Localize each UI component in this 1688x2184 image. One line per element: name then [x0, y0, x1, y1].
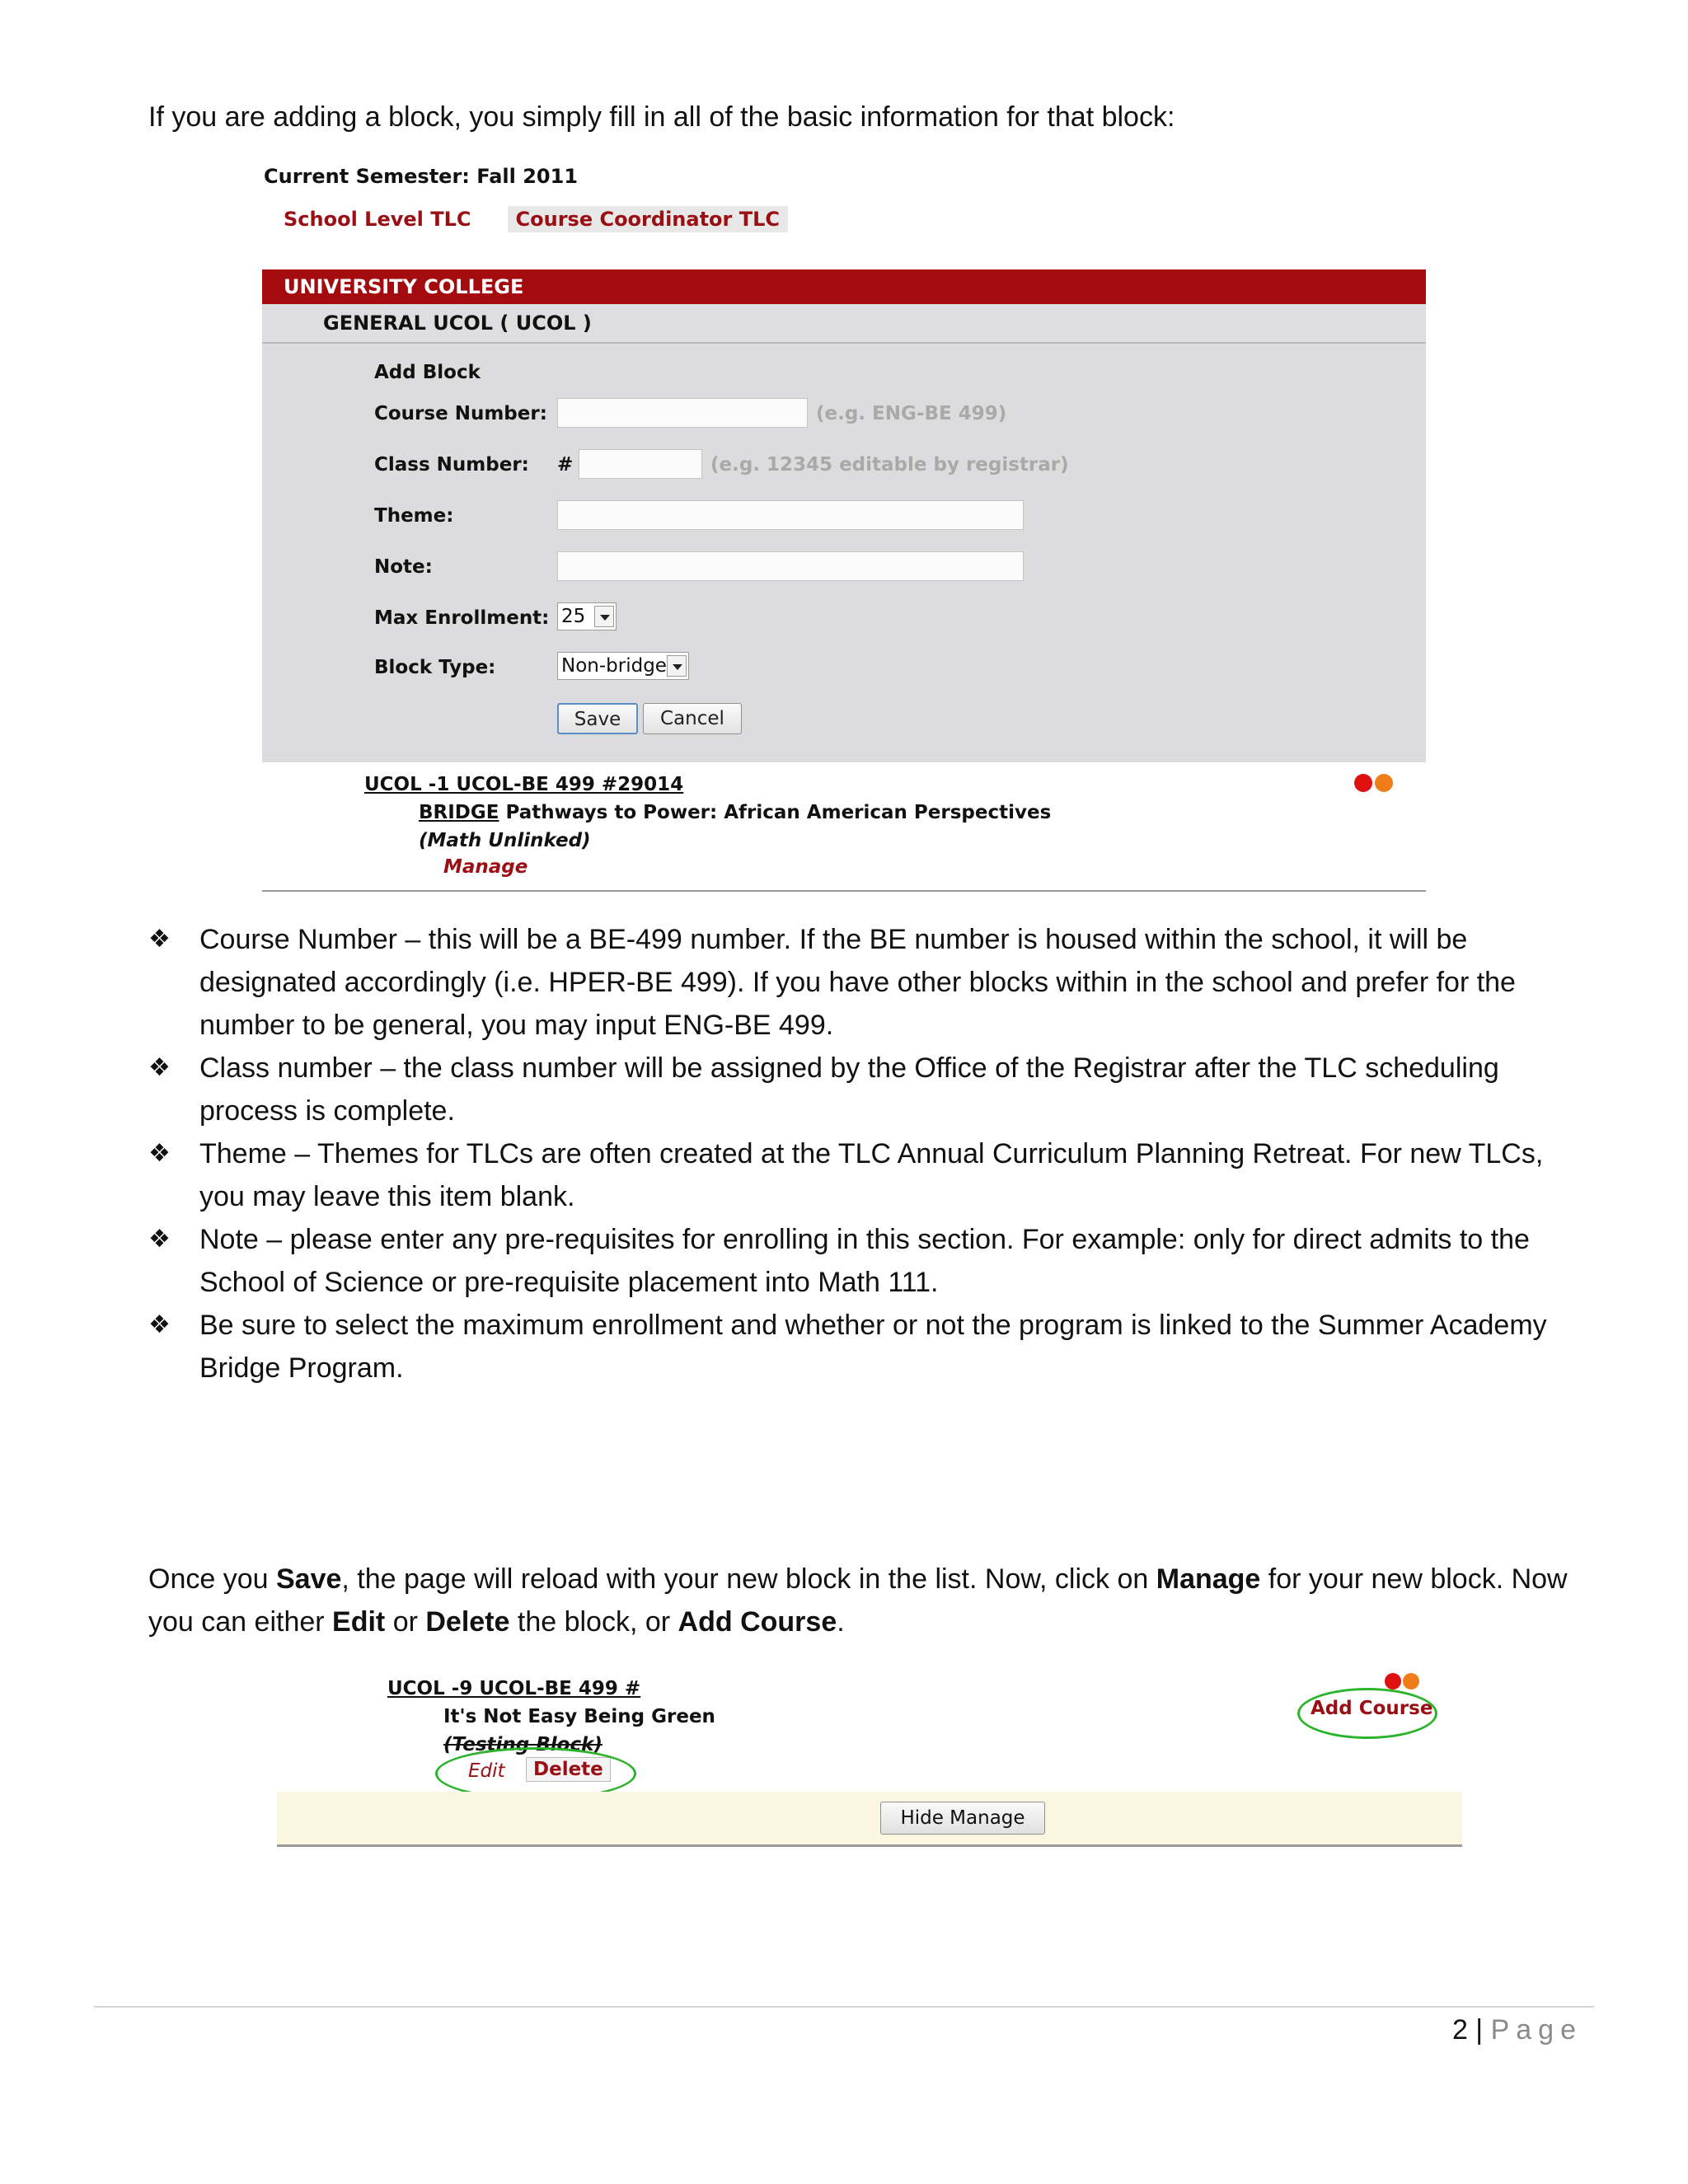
tlc-tabs: [264, 206, 1434, 232]
add-course-highlight: [1297, 1688, 1437, 1739]
class-number-hint: (e.g. 12345 editable by registrar): [710, 454, 1069, 476]
course-number-hint: (e.g. ENG-BE 499): [816, 403, 1007, 424]
orange-status-dot: [1375, 774, 1393, 792]
block-type-label: Block Type:: [374, 657, 496, 678]
diamond-bullet-icon: ❖: [148, 925, 171, 954]
bold-add-course: Add Course: [678, 1606, 837, 1638]
semester-header: [264, 165, 1434, 232]
delete-button[interactable]: Delete: [526, 1757, 611, 1782]
save-button[interactable]: Save: [557, 703, 638, 734]
page-number: 2: [1451, 2014, 1468, 2046]
text-run: Once you: [148, 1563, 276, 1595]
block-link[interactable]: UCOL -1 UCOL-BE 499 #29014: [364, 774, 684, 795]
bold-delete: Delete: [425, 1606, 510, 1638]
block-type-value: Non-bridge: [561, 655, 667, 677]
note-label: Note:: [374, 556, 433, 578]
course-number-label: Course Number:: [374, 403, 547, 424]
red-status-dot: [1354, 774, 1372, 792]
manage-block-screenshot: [277, 1673, 1462, 1853]
diamond-bullet-icon: ❖: [148, 1225, 171, 1254]
bold-manage: Manage: [1156, 1563, 1261, 1595]
diamond-bullet-icon: ❖: [148, 1310, 171, 1339]
bullet-text: Note – please enter any pre-requisites for enrolling in this section. For example: only for direct admits to the School of Science or pre-requisite placement into Math 111.: [199, 1224, 1530, 1298]
orange-status-dot: [1403, 1673, 1419, 1690]
bullet-text: Course Number – this will be a BE-499 number. If the BE number is housed within the school, it will be designated accordingly (i.e. HPER-BE 499). If you have other blocks within in the school and prefer for the number to be general, you may input ENG-BE 499.: [199, 924, 1516, 1041]
cancel-button[interactable]: Cancel: [643, 703, 742, 734]
diamond-bullet-icon: ❖: [148, 1053, 171, 1082]
add-course-link[interactable]: Add Course: [1311, 1698, 1433, 1719]
list-item: [148, 1218, 1582, 1304]
text-run: for your new block. Now you can either: [148, 1563, 1568, 1638]
block-title: It's Not Easy Being Green: [443, 1706, 715, 1727]
chevron-down-icon: [667, 655, 687, 677]
bullet-text: Be sure to select the maximum enrollment and whether or not the program is linked to the Summer Academy Bridge Program.: [199, 1310, 1547, 1384]
chevron-down-icon: [594, 606, 614, 627]
intro-paragraph: If you are adding a block, you simply fill in all of the basic information for that block:: [148, 101, 1175, 133]
field-explanations-list: [148, 918, 1582, 1390]
max-enrollment-select[interactable]: [557, 602, 617, 630]
list-item: [148, 1047, 1582, 1132]
hide-manage-button[interactable]: Hide Manage: [880, 1802, 1045, 1835]
block-note: (Testing Block): [443, 1734, 603, 1755]
bullet-text: Theme – Themes for TLCs are often created at the TLC Annual Curriculum Planning Retreat. For new TLCs, you may leave this item blank.: [199, 1138, 1544, 1212]
max-enrollment-value: 25: [561, 606, 586, 627]
add-block-screenshot: [262, 269, 1426, 892]
list-item: [148, 918, 1582, 1047]
class-number-label: Class Number:: [374, 454, 529, 476]
tab-school-level-tlc[interactable]: School Level TLC: [284, 208, 471, 231]
list-item: [148, 1132, 1582, 1218]
tab-course-coordinator-tlc[interactable]: Course Coordinator TLC: [508, 206, 788, 232]
edit-link[interactable]: Edit: [468, 1760, 505, 1782]
block-list-item: [262, 762, 1426, 890]
block-type-select[interactable]: [557, 652, 689, 680]
block-link[interactable]: UCOL -9 UCOL-BE 499 #: [387, 1678, 641, 1699]
block-title: [419, 802, 1051, 823]
footer-divider: [94, 2006, 1594, 2008]
add-block-form: [262, 344, 1426, 762]
bullet-text: Class number – the class number will be assigned by the Office of the Registrar after the TLC scheduling process is complete.: [199, 1052, 1499, 1127]
page-label: Page: [1490, 2014, 1582, 2046]
bold-edit: Edit: [332, 1606, 386, 1638]
red-status-dot: [1385, 1673, 1401, 1690]
page-separator: |: [1467, 2014, 1491, 2046]
note-input[interactable]: [557, 551, 1024, 581]
theme-label: Theme:: [374, 505, 454, 527]
course-number-input[interactable]: [557, 398, 808, 428]
department-header: GENERAL UCOL ( UCOL ): [262, 304, 1426, 344]
max-enrollment-label: Max Enrollment:: [374, 607, 550, 629]
block-title-text: Pathways to Power: African American Perspectives: [499, 802, 1052, 823]
current-semester-label: Current Semester: Fall 2011: [264, 165, 579, 188]
manage-link[interactable]: Manage: [443, 856, 528, 878]
class-number-input[interactable]: [579, 449, 702, 479]
text-run: , the page will reload with your new block in the list. Now, click on: [341, 1563, 1156, 1595]
manage-toolbar: [277, 1792, 1462, 1847]
theme-input[interactable]: [557, 500, 1024, 530]
text-run: the block, or: [509, 1606, 678, 1638]
block-note: (Math Unlinked): [419, 830, 591, 851]
bridge-tag: BRIDGE: [419, 802, 499, 823]
text-run: or: [385, 1606, 426, 1638]
college-header: UNIVERSITY COLLEGE: [262, 269, 1426, 304]
text-run: .: [837, 1606, 845, 1638]
page-footer: [1452, 2014, 1582, 2046]
save-instructions-paragraph: [148, 1558, 1599, 1643]
class-number-prefix: #: [557, 454, 574, 476]
list-item: [148, 1304, 1582, 1390]
bold-save: Save: [275, 1563, 342, 1595]
form-title: Add Block: [374, 362, 481, 383]
diamond-bullet-icon: ❖: [148, 1139, 171, 1168]
